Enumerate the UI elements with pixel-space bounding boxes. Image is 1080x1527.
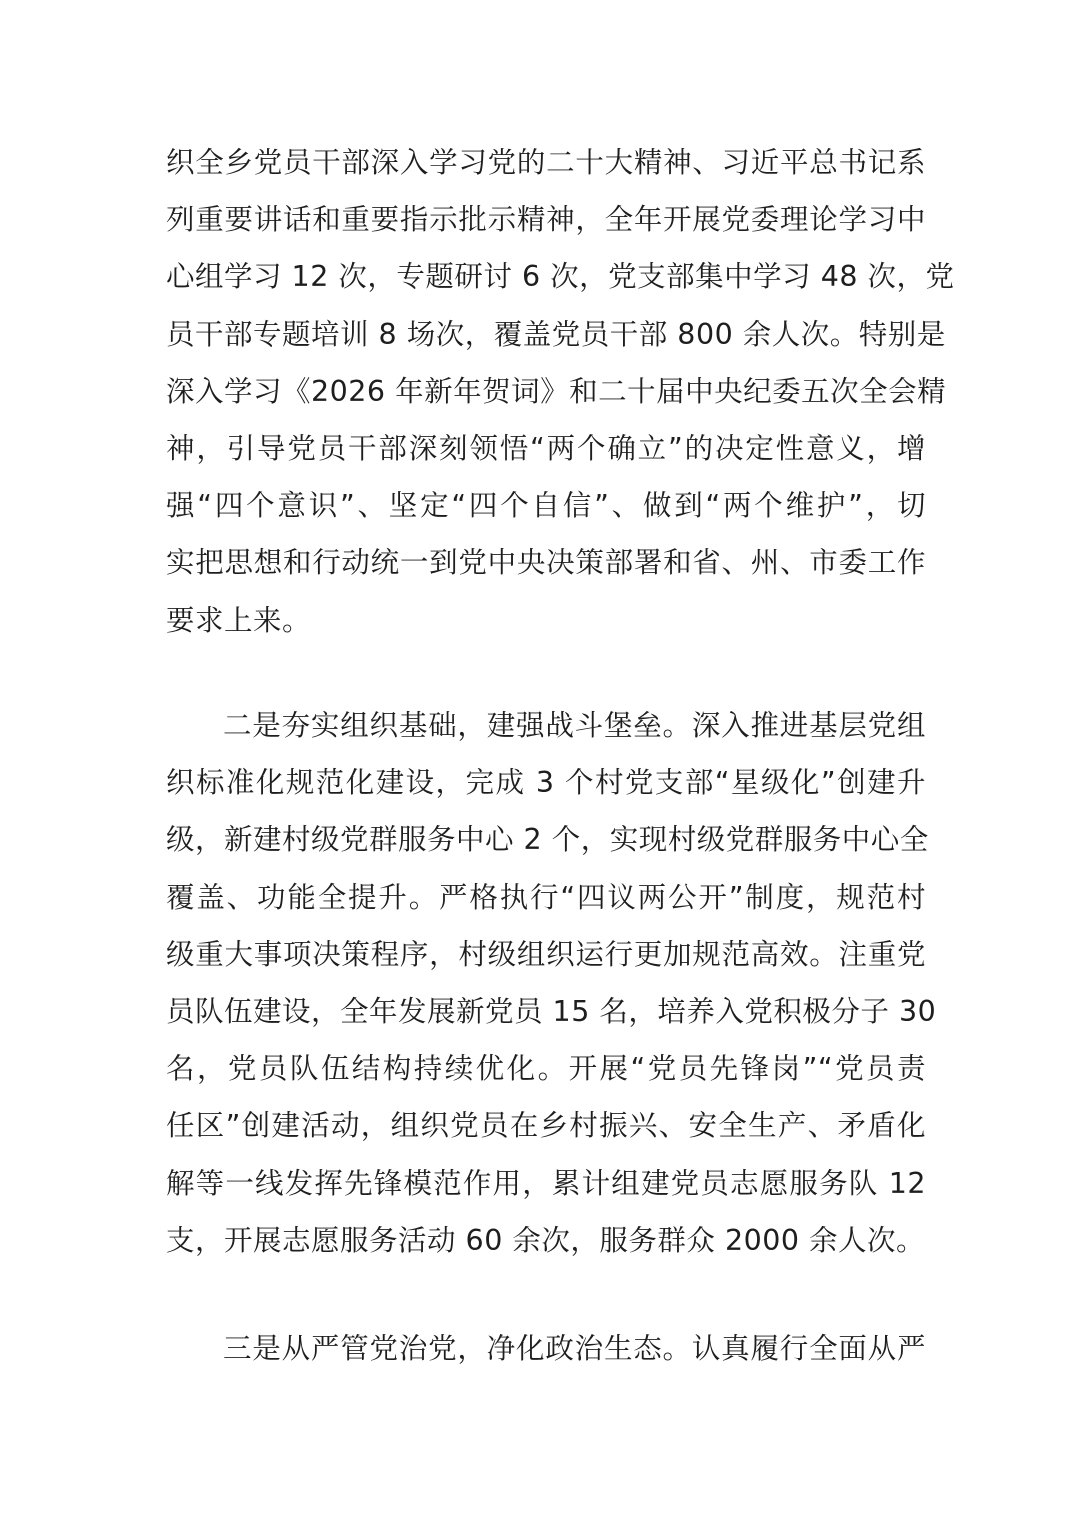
text-line: 二是夯实组织基础，建强战斗堡垒。深入推进基层党组 <box>223 709 926 742</box>
text-line: 解等一线发挥先锋模范作用，累计组建党员志愿服务队 12 <box>166 1166 926 1200</box>
text-line: 实把思想和行动统一到党中央决策部署和省、州、市委工作 <box>166 546 926 580</box>
text-line: 员队伍建设，全年发展新党员 15 名，培养入党积极分子 30 <box>166 994 937 1028</box>
text-line: 任区”创建活动，组织党员在乡村振兴、安全生产、矛盾化 <box>166 1109 926 1143</box>
paragraph-party-governance <box>166 1320 926 1377</box>
text-line: 员干部专题培训 8 场次，覆盖党员干部 800 余人次。特别是 <box>166 317 946 351</box>
text-line: 深入学习《2026 年新年贺词》和二十届中央纪委五次全会精 <box>166 374 947 408</box>
text-line: 织标准化规范化建设，完成 3 个村党支部“星级化”创建升 <box>166 766 926 800</box>
text-line: 名，党员队伍结构持续优化。开展“党员先锋岗”“党员责 <box>166 1052 926 1086</box>
paragraph-organization <box>166 697 937 1269</box>
text-line: 要求上来。 <box>166 603 312 637</box>
text-line: 级重大事项决策程序，村级组织运行更加规范高效。注重党 <box>166 937 926 971</box>
text-line: 支，开展志愿服务活动 60 余次，服务群众 2000 余人次。 <box>166 1223 926 1257</box>
text-line: 强“四个意识”、坚定“四个自信”、做到“两个维护”，切 <box>166 489 926 523</box>
text-line: 三是从严管党治党，净化政治生态。认真履行全面从严 <box>223 1332 926 1365</box>
text-line: 神，引导党员干部深刻领悟“两个确立”的决定性意义，增 <box>166 431 926 465</box>
text-line: 覆盖、功能全提升。严格执行“四议两公开”制度，规范村 <box>166 880 926 914</box>
text-line: 级，新建村级党群服务中心 2 个，实现村级党群服务中心全 <box>166 823 929 857</box>
text-line: 织全乡党员干部深入学习党的二十大精神、习近平总书记系 <box>166 146 926 179</box>
paragraph-study <box>166 134 955 649</box>
text-line: 列重要讲话和重要指示批示精神，全年开展党委理论学习中 <box>166 203 926 237</box>
text-line: 心组学习 12 次，专题研讨 6 次，党支部集中学习 48 次，党 <box>166 260 955 294</box>
